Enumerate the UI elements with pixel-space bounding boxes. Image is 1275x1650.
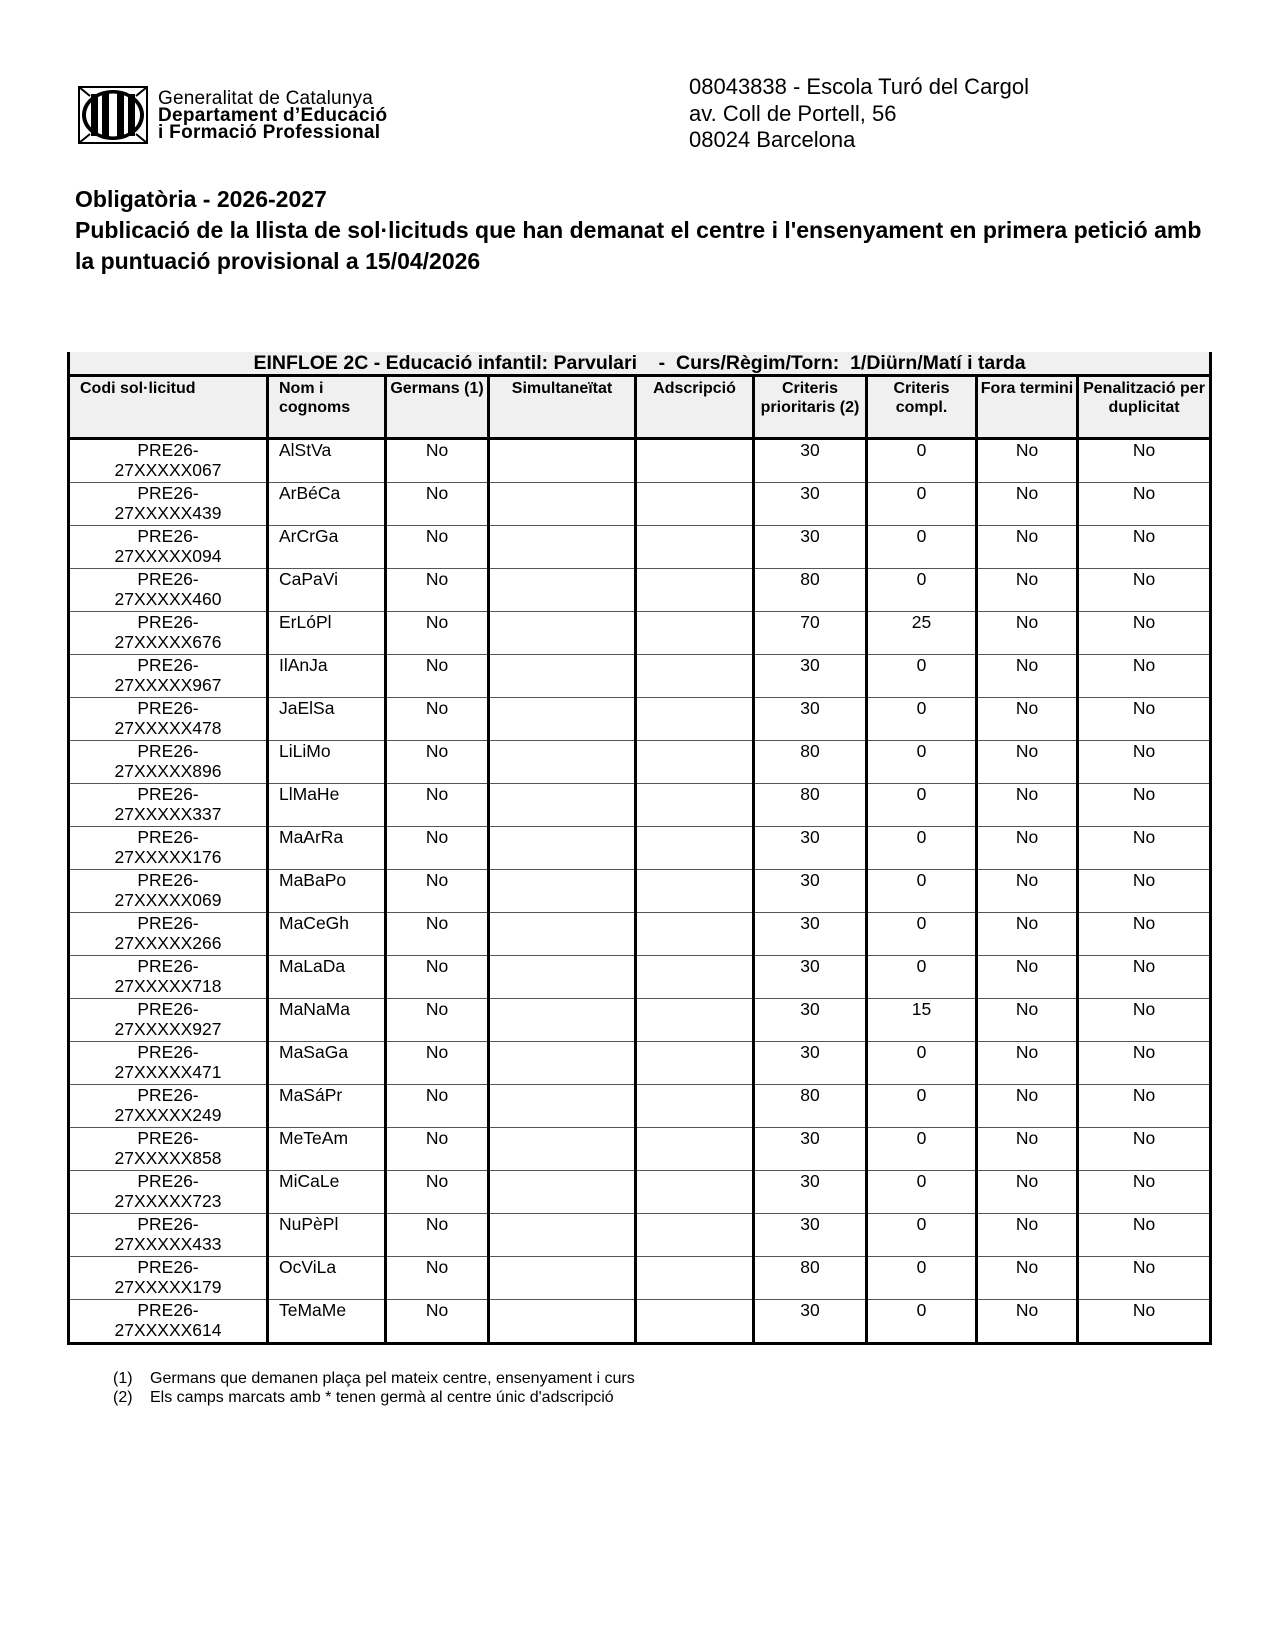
- table-cell-criteris-compl: 0: [867, 1042, 977, 1085]
- table-cell-name: MaNaMa: [268, 999, 386, 1042]
- table-cell-name: IlAnJa: [268, 655, 386, 698]
- table-cell-penalitzacio: No: [1078, 741, 1211, 784]
- table-cell-criteris-compl: 0: [867, 1300, 977, 1344]
- table-cell-germans: No: [386, 612, 489, 655]
- table-cell-adscripcio: [636, 1171, 754, 1214]
- table-cell-criteris-prioritaris: 80: [754, 1085, 867, 1128]
- table-cell-criteris-prioritaris: 30: [754, 999, 867, 1042]
- school-street: av. Coll de Portell, 56: [689, 100, 897, 126]
- table-cell-criteris-prioritaris: 30: [754, 655, 867, 698]
- table-cell-criteris-compl: 0: [867, 913, 977, 956]
- table-cell-code: PRE26- 27XXXXX094: [69, 526, 268, 569]
- table-cell-name: MaSaGa: [268, 1042, 386, 1085]
- table-cell-criteris-prioritaris: 30: [754, 1042, 867, 1085]
- table-cell-criteris-prioritaris: 30: [754, 698, 867, 741]
- table-row: [69, 827, 1211, 870]
- table-cell-code: PRE26- 27XXXXX927: [69, 999, 268, 1042]
- table-cell-criteris-prioritaris: 30: [754, 827, 867, 870]
- col-header-adscripcio: Adscripció: [636, 376, 754, 439]
- table-cell-fora-termini: No: [977, 526, 1078, 569]
- table-cell-criteris-compl: 0: [867, 956, 977, 999]
- table-cell-simultaneitat: [489, 827, 636, 870]
- table-cell-code: PRE26- 27XXXXX723: [69, 1171, 268, 1214]
- table-header-row: [69, 376, 1211, 439]
- table-row: [69, 956, 1211, 999]
- table-cell-adscripcio: [636, 913, 754, 956]
- col-header-criteris-compl: Criteris compl.: [867, 376, 977, 439]
- table-cell-simultaneitat: [489, 612, 636, 655]
- table-cell-penalitzacio: No: [1078, 784, 1211, 827]
- table-cell-simultaneitat: [489, 1171, 636, 1214]
- table-cell-criteris-prioritaris: 80: [754, 1257, 867, 1300]
- table-cell-criteris-compl: 0: [867, 655, 977, 698]
- table-row: [69, 784, 1211, 827]
- table-cell-name: TeMaMe: [268, 1300, 386, 1344]
- table-cell-germans: No: [386, 784, 489, 827]
- table-cell-fora-termini: No: [977, 1085, 1078, 1128]
- table-cell-fora-termini: No: [977, 612, 1078, 655]
- col-header-criteris-prioritaris: Criteris prioritaris (2): [754, 376, 867, 439]
- table-cell-criteris-prioritaris: 70: [754, 612, 867, 655]
- table-row: [69, 612, 1211, 655]
- table-cell-fora-termini: No: [977, 827, 1078, 870]
- table-cell-adscripcio: [636, 870, 754, 913]
- table-cell-criteris-compl: 0: [867, 526, 977, 569]
- table-cell-criteris-prioritaris: 30: [754, 483, 867, 526]
- table-cell-germans: No: [386, 1300, 489, 1344]
- table-cell-code: PRE26- 27XXXXX676: [69, 612, 268, 655]
- table-cell-criteris-compl: 0: [867, 1085, 977, 1128]
- table-cell-penalitzacio: No: [1078, 483, 1211, 526]
- table-cell-simultaneitat: [489, 913, 636, 956]
- table-cell-name: MeTeAm: [268, 1128, 386, 1171]
- table-cell-criteris-prioritaris: 30: [754, 1171, 867, 1214]
- table-cell-criteris-prioritaris: 30: [754, 870, 867, 913]
- table-cell-fora-termini: No: [977, 655, 1078, 698]
- footnote-2: (2) Els camps marcats amb * tenen germà al centre únic d'adscripció: [113, 1389, 614, 1406]
- table-cell-code: PRE26- 27XXXXX337: [69, 784, 268, 827]
- table-cell-criteris-compl: 25: [867, 612, 977, 655]
- table-cell-germans: No: [386, 956, 489, 999]
- logo-line-3: i Formació Professional: [158, 121, 381, 143]
- table-cell-criteris-compl: 15: [867, 999, 977, 1042]
- table-cell-name: MaSáPr: [268, 1085, 386, 1128]
- table-cell-simultaneitat: [489, 956, 636, 999]
- table-cell-adscripcio: [636, 483, 754, 526]
- table-cell-code: PRE26- 27XXXXX718: [69, 956, 268, 999]
- table-cell-criteris-prioritaris: 30: [754, 1214, 867, 1257]
- table-cell-name: ErLóPl: [268, 612, 386, 655]
- table-cell-penalitzacio: No: [1078, 1042, 1211, 1085]
- table-cell-penalitzacio: No: [1078, 1128, 1211, 1171]
- table-cell-fora-termini: No: [977, 569, 1078, 612]
- table-cell-name: NuPèPl: [268, 1214, 386, 1257]
- table-cell-adscripcio: [636, 741, 754, 784]
- col-header-penalitzacio: Penalització per duplicitat: [1078, 376, 1211, 439]
- table-cell-fora-termini: No: [977, 439, 1078, 483]
- table-cell-code: PRE26- 27XXXXX067: [69, 439, 268, 483]
- table-cell-fora-termini: No: [977, 483, 1078, 526]
- table-cell-fora-termini: No: [977, 870, 1078, 913]
- table-cell-penalitzacio: No: [1078, 999, 1211, 1042]
- table-cell-germans: No: [386, 1257, 489, 1300]
- table-row: [69, 698, 1211, 741]
- table-cell-adscripcio: [636, 526, 754, 569]
- table-cell-fora-termini: No: [977, 1128, 1078, 1171]
- table-cell-penalitzacio: No: [1078, 1085, 1211, 1128]
- table-cell-criteris-compl: 0: [867, 827, 977, 870]
- table-cell-criteris-prioritaris: 30: [754, 1300, 867, 1344]
- table-cell-criteris-compl: 0: [867, 569, 977, 612]
- table-cell-germans: No: [386, 999, 489, 1042]
- table-cell-adscripcio: [636, 784, 754, 827]
- table-row: [69, 1257, 1211, 1300]
- table-cell-criteris-prioritaris: 80: [754, 784, 867, 827]
- table-cell-criteris-prioritaris: 30: [754, 956, 867, 999]
- table-cell-germans: No: [386, 439, 489, 483]
- table-cell-code: PRE26- 27XXXXX179: [69, 1257, 268, 1300]
- table-cell-code: PRE26- 27XXXXX069: [69, 870, 268, 913]
- table-cell-fora-termini: No: [977, 999, 1078, 1042]
- table-cell-simultaneitat: [489, 698, 636, 741]
- table-cell-code: PRE26- 27XXXXX176: [69, 827, 268, 870]
- table-cell-penalitzacio: No: [1078, 526, 1211, 569]
- school-name: 08043838 - Escola Turó del Cargol: [689, 74, 1029, 99]
- table-cell-penalitzacio: No: [1078, 569, 1211, 612]
- table-cell-adscripcio: [636, 1042, 754, 1085]
- table-cell-simultaneitat: [489, 1214, 636, 1257]
- table-cell-simultaneitat: [489, 1300, 636, 1344]
- table-cell-fora-termini: No: [977, 1171, 1078, 1214]
- table-cell-simultaneitat: [489, 655, 636, 698]
- table-cell-simultaneitat: [489, 1128, 636, 1171]
- table-row: [69, 655, 1211, 698]
- table-cell-code: PRE26- 27XXXXX896: [69, 741, 268, 784]
- table-row: [69, 913, 1211, 956]
- table-cell-penalitzacio: No: [1078, 655, 1211, 698]
- footnotes: [113, 1369, 635, 1407]
- table-row: [69, 999, 1211, 1042]
- table-cell-criteris-compl: 0: [867, 1257, 977, 1300]
- table-cell-fora-termini: No: [977, 1042, 1078, 1085]
- table-cell-simultaneitat: [489, 483, 636, 526]
- table-cell-criteris-compl: 0: [867, 1171, 977, 1214]
- table-cell-penalitzacio: No: [1078, 1171, 1211, 1214]
- table-band-title: EINFLOE 2C - Educació infantil: Parvulari - Curs/Règim/Torn: 1/Diürn/Matí i tarda: [69, 352, 1211, 376]
- col-header-simultaneitat: Simultaneïtat: [489, 376, 636, 439]
- table-cell-criteris-compl: 0: [867, 741, 977, 784]
- table-cell-adscripcio: [636, 698, 754, 741]
- school-address: [689, 74, 1029, 154]
- table-cell-penalitzacio: No: [1078, 913, 1211, 956]
- table-cell-penalitzacio: No: [1078, 870, 1211, 913]
- table-cell-adscripcio: [636, 1257, 754, 1300]
- table-cell-code: PRE26- 27XXXXX967: [69, 655, 268, 698]
- table-cell-criteris-compl: 0: [867, 784, 977, 827]
- table-cell-penalitzacio: No: [1078, 439, 1211, 483]
- table-cell-germans: No: [386, 483, 489, 526]
- table-cell-penalitzacio: No: [1078, 956, 1211, 999]
- table-row: [69, 870, 1211, 913]
- table-cell-criteris-compl: 0: [867, 483, 977, 526]
- table-row: [69, 741, 1211, 784]
- table-cell-code: PRE26- 27XXXXX249: [69, 1085, 268, 1128]
- table-cell-simultaneitat: [489, 999, 636, 1042]
- table-cell-simultaneitat: [489, 741, 636, 784]
- table-cell-germans: No: [386, 1171, 489, 1214]
- table-cell-code: PRE26- 27XXXXX614: [69, 1300, 268, 1344]
- logo-line-2: Departament d’Educació: [158, 104, 388, 126]
- table-cell-adscripcio: [636, 569, 754, 612]
- logo-line-1: Generalitat de Catalunya: [158, 87, 373, 109]
- table-cell-simultaneitat: [489, 870, 636, 913]
- col-header-name: Nom i cognoms: [268, 376, 386, 439]
- table-cell-germans: No: [386, 827, 489, 870]
- table-row: [69, 1042, 1211, 1085]
- school-city: 08024 Barcelona: [689, 127, 856, 152]
- generalitat-coat-of-arms-icon: [78, 86, 148, 144]
- table-cell-name: MaCeGh: [268, 913, 386, 956]
- table-cell-criteris-prioritaris: 30: [754, 1128, 867, 1171]
- table-cell-adscripcio: [636, 1214, 754, 1257]
- document-title: [75, 184, 1205, 277]
- table-cell-fora-termini: No: [977, 1300, 1078, 1344]
- table-cell-criteris-compl: 0: [867, 870, 977, 913]
- table-cell-criteris-prioritaris: 80: [754, 741, 867, 784]
- table-cell-germans: No: [386, 870, 489, 913]
- table-cell-code: PRE26- 27XXXXX266: [69, 913, 268, 956]
- table-cell-simultaneitat: [489, 526, 636, 569]
- table-cell-adscripcio: [636, 827, 754, 870]
- table-cell-code: PRE26- 27XXXXX439: [69, 483, 268, 526]
- table-cell-penalitzacio: No: [1078, 1300, 1211, 1344]
- table-cell-fora-termini: No: [977, 956, 1078, 999]
- table-row: [69, 526, 1211, 569]
- table-cell-germans: No: [386, 698, 489, 741]
- table-cell-penalitzacio: No: [1078, 612, 1211, 655]
- table-cell-name: ArCrGa: [268, 526, 386, 569]
- table-cell-simultaneitat: [489, 1042, 636, 1085]
- table-cell-criteris-compl: 0: [867, 698, 977, 741]
- table-row: [69, 1171, 1211, 1214]
- table-cell-code: PRE26- 27XXXXX433: [69, 1214, 268, 1257]
- table-cell-adscripcio: [636, 956, 754, 999]
- table-cell-criteris-prioritaris: 30: [754, 526, 867, 569]
- col-header-germans: Germans (1): [386, 376, 489, 439]
- table-cell-fora-termini: No: [977, 1257, 1078, 1300]
- table-cell-code: PRE26- 27XXXXX460: [69, 569, 268, 612]
- table-cell-name: MiCaLe: [268, 1171, 386, 1214]
- table-cell-criteris-prioritaris: 30: [754, 913, 867, 956]
- table-cell-name: LiLiMo: [268, 741, 386, 784]
- table-cell-adscripcio: [636, 1300, 754, 1344]
- table-cell-criteris-compl: 0: [867, 1214, 977, 1257]
- table-cell-adscripcio: [636, 439, 754, 483]
- table-cell-penalitzacio: No: [1078, 1214, 1211, 1257]
- title-description: Publicació de la llista de sol·licituds que han demanat el centre i l'ensenyament en primera petició amb la puntuació provisional a 15/04/2026: [75, 217, 1202, 274]
- table-cell-adscripcio: [636, 1085, 754, 1128]
- table-cell-criteris-compl: 0: [867, 1128, 977, 1171]
- table-cell-simultaneitat: [489, 784, 636, 827]
- table-cell-name: AlStVa: [268, 439, 386, 483]
- table-cell-penalitzacio: No: [1078, 827, 1211, 870]
- table-cell-germans: No: [386, 913, 489, 956]
- table-cell-germans: No: [386, 1042, 489, 1085]
- table-cell-penalitzacio: No: [1078, 698, 1211, 741]
- table-row: [69, 1085, 1211, 1128]
- table-cell-criteris-compl: 0: [867, 439, 977, 483]
- table-cell-name: LlMaHe: [268, 784, 386, 827]
- col-header-fora-termini: Fora termini: [977, 376, 1078, 439]
- footnote-1: (1) Germans que demanen plaça pel mateix centre, ensenyament i curs: [113, 1370, 635, 1387]
- table-cell-fora-termini: No: [977, 913, 1078, 956]
- table-row: [69, 1214, 1211, 1257]
- table-row: [69, 439, 1211, 483]
- table-cell-criteris-prioritaris: 80: [754, 569, 867, 612]
- table-cell-code: PRE26- 27XXXXX478: [69, 698, 268, 741]
- table-cell-simultaneitat: [489, 569, 636, 612]
- table-cell-germans: No: [386, 741, 489, 784]
- table-cell-name: ArBéCa: [268, 483, 386, 526]
- table-row: [69, 483, 1211, 526]
- applications-table: [67, 352, 1209, 1345]
- table-cell-germans: No: [386, 526, 489, 569]
- table-cell-adscripcio: [636, 612, 754, 655]
- table-cell-simultaneitat: [489, 439, 636, 483]
- table-cell-adscripcio: [636, 655, 754, 698]
- table-cell-name: JaElSa: [268, 698, 386, 741]
- table-cell-simultaneitat: [489, 1085, 636, 1128]
- table-cell-simultaneitat: [489, 1257, 636, 1300]
- table-row: [69, 569, 1211, 612]
- table-row: [69, 1128, 1211, 1171]
- table-row: [69, 1300, 1211, 1344]
- table-cell-fora-termini: No: [977, 784, 1078, 827]
- table-cell-name: CaPaVi: [268, 569, 386, 612]
- table-cell-fora-termini: No: [977, 741, 1078, 784]
- table-cell-germans: No: [386, 1085, 489, 1128]
- table-cell-penalitzacio: No: [1078, 1257, 1211, 1300]
- table-cell-code: PRE26- 27XXXXX858: [69, 1128, 268, 1171]
- table-cell-fora-termini: No: [977, 1214, 1078, 1257]
- table-cell-name: MaLaDa: [268, 956, 386, 999]
- table-cell-criteris-prioritaris: 30: [754, 439, 867, 483]
- table-cell-germans: No: [386, 1214, 489, 1257]
- col-header-code: Codi sol·licitud: [69, 376, 268, 439]
- table-cell-name: MaArRa: [268, 827, 386, 870]
- table-cell-germans: No: [386, 1128, 489, 1171]
- table-cell-code: PRE26- 27XXXXX471: [69, 1042, 268, 1085]
- table-cell-germans: No: [386, 655, 489, 698]
- table-cell-adscripcio: [636, 1128, 754, 1171]
- department-logo: [78, 86, 387, 144]
- table-cell-name: MaBaPo: [268, 870, 386, 913]
- table-cell-adscripcio: [636, 999, 754, 1042]
- title-year: Obligatòria - 2026-2027: [75, 186, 327, 212]
- table-cell-name: OcViLa: [268, 1257, 386, 1300]
- table-cell-fora-termini: No: [977, 698, 1078, 741]
- table-cell-germans: No: [386, 569, 489, 612]
